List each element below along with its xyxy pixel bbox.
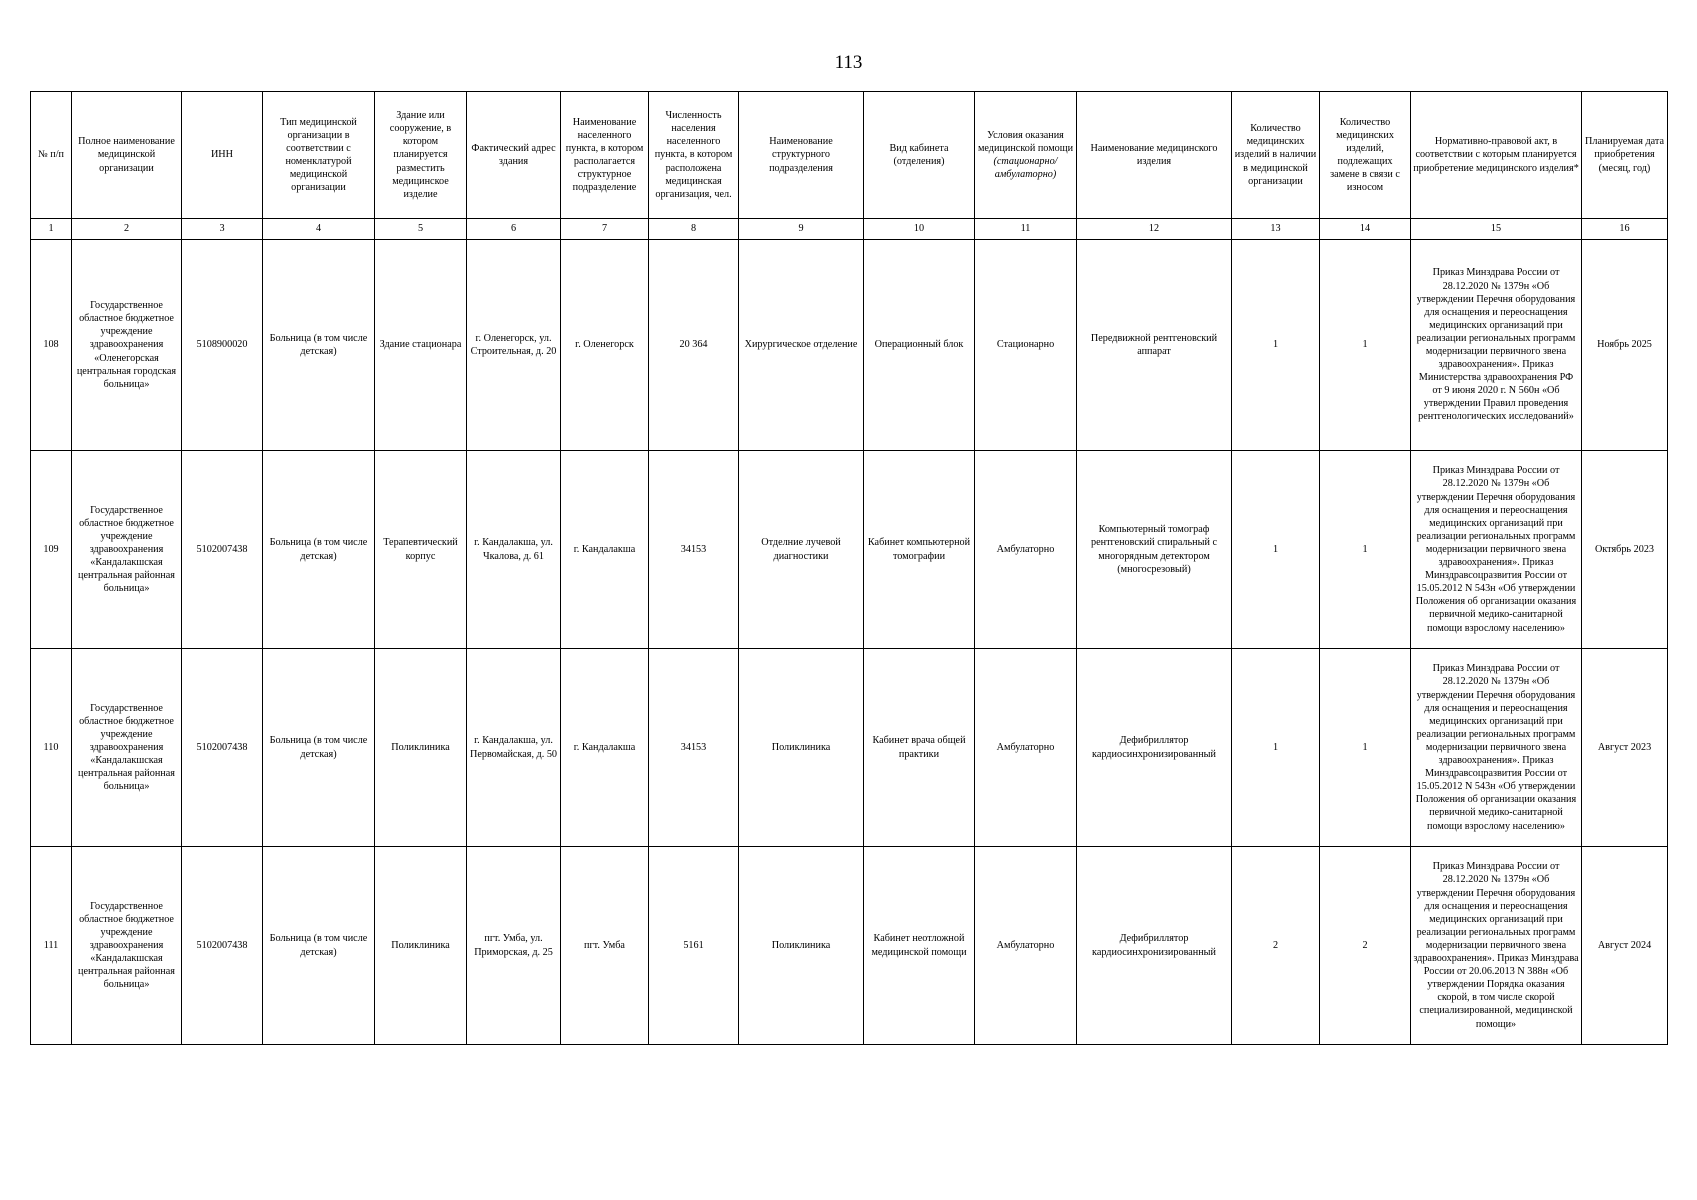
column-number: 4: [263, 219, 375, 240]
column-number: 7: [561, 219, 649, 240]
column-number: 11: [975, 219, 1077, 240]
header-cell: Вид кабинета (отделения): [864, 92, 975, 219]
cell-inn: 5102007438: [182, 451, 263, 649]
cell-type: Больница (в том числе детская): [263, 240, 375, 451]
cell-num: 109: [31, 451, 72, 649]
cell-conditions: Стационарно: [975, 240, 1077, 451]
cell-device: Дефибриллятор кардиосинхронизированный: [1077, 649, 1232, 847]
cell-qty-replace: 2: [1320, 847, 1411, 1045]
cell-unit: Отделние лучевой диагностики: [739, 451, 864, 649]
cell-cabinet: Операционный блок: [864, 240, 975, 451]
cell-legal-act: Приказ Минздрава России от 28.12.2020 № 1379н «Об утверждении Перечня оборудования для оснащения и переоснащения медицинских организаций при реализации региональных программ модернизации первичного звена здравоохранения». Приказ Минздрава России от 20.06.2013 N 388н «Об утверждении Порядка оказания скорой, в том числе скорой специализированной, медицинской помощи»: [1411, 847, 1582, 1045]
cell-locality: г. Кандалакша: [561, 451, 649, 649]
table-header-row: [31, 92, 1668, 219]
cell-qty-available: 1: [1232, 649, 1320, 847]
cell-building: Терапевтический корпус: [375, 451, 467, 649]
header-cell: Количество медицинских изделий, подлежащих замене в связи с износом: [1320, 92, 1411, 219]
cell-building: Поликлиника: [375, 649, 467, 847]
column-number: 1: [31, 219, 72, 240]
header-cell: ИНН: [182, 92, 263, 219]
header-cell: Численность населения населенного пункта, в котором расположена медицинская организация, чел.: [649, 92, 739, 219]
cell-num: 110: [31, 649, 72, 847]
header-cell: № п/п: [31, 92, 72, 219]
cell-unit: Хирургическое отделение: [739, 240, 864, 451]
column-number: 10: [864, 219, 975, 240]
cell-address: г. Кандалакша, ул. Первомайская, д. 50: [467, 649, 561, 847]
cell-legal-act: Приказ Минздрава России от 28.12.2020 № 1379н «Об утверждении Перечня оборудования для оснащения и переоснащения медицинских организаций при реализации региональных программ модернизации первичного звена здравоохранения». Приказ Министерства здравоохранения РФ от 9 июня 2020 г. N 560н «Об утверждении Правил проведения рентгенологических исследований»: [1411, 240, 1582, 451]
cell-population: 34153: [649, 451, 739, 649]
cell-conditions: Амбулаторно: [975, 649, 1077, 847]
page-number: 113: [834, 52, 863, 73]
cell-building: Здание стационара: [375, 240, 467, 451]
cell-qty-replace: 1: [1320, 451, 1411, 649]
header-cell-conditions: [975, 92, 1077, 219]
cell-date: Ноябрь 2025: [1582, 240, 1668, 451]
header-cell: Наименование населенного пункта, в котором располагается структурное подразделение: [561, 92, 649, 219]
cell-population: 5161: [649, 847, 739, 1045]
cell-inn: 5102007438: [182, 847, 263, 1045]
cell-conditions: Амбулаторно: [975, 847, 1077, 1045]
header-cell: Полное наименование медицинской организации: [72, 92, 182, 219]
cell-org: Государственное областное бюджетное учреждение здравоохранения «Кандалакшская центральная районная больница»: [72, 451, 182, 649]
column-number: 14: [1320, 219, 1411, 240]
column-number: 16: [1582, 219, 1668, 240]
cell-type: Больница (в том числе детская): [263, 649, 375, 847]
equipment-table: [30, 91, 1668, 1045]
cell-locality: пгт. Умба: [561, 847, 649, 1045]
cell-date: Август 2024: [1582, 847, 1668, 1045]
table-row: [31, 240, 1668, 451]
cell-building: Поликлиника: [375, 847, 467, 1045]
cell-org: Государственное областное бюджетное учреждение здравоохранения «Кандалакшская центральная районная больница»: [72, 847, 182, 1045]
header-cell: Здание или сооружение, в котором планируется разместить медицинское изделие: [375, 92, 467, 219]
cell-inn: 5102007438: [182, 649, 263, 847]
cell-unit: Поликлиника: [739, 649, 864, 847]
column-number: 6: [467, 219, 561, 240]
header-cell: Наименование медицинского изделия: [1077, 92, 1232, 219]
cell-qty-available: 2: [1232, 847, 1320, 1045]
cell-org: Государственное областное бюджетное учреждение здравоохранения «Оленегорская центральная городская больница»: [72, 240, 182, 451]
cell-org: Государственное областное бюджетное учреждение здравоохранения «Кандалакшская центральная районная больница»: [72, 649, 182, 847]
cell-num: 111: [31, 847, 72, 1045]
cell-type: Больница (в том числе детская): [263, 847, 375, 1045]
cell-num: 108: [31, 240, 72, 451]
column-numbers-row: [31, 219, 1668, 240]
column-number: 8: [649, 219, 739, 240]
cell-cabinet: Кабинет компьютерной томографии: [864, 451, 975, 649]
cell-address: г. Оленегорск, ул. Строительная, д. 20: [467, 240, 561, 451]
cell-inn: 5108900020: [182, 240, 263, 451]
cell-device: Компьютерный томограф рентгеновский спиральный с многорядным детектором (многосрезовый): [1077, 451, 1232, 649]
header-conditions-note: (стационарно/ амбулаторно): [993, 156, 1058, 181]
cell-address: г. Кандалакша, ул. Чкалова, д. 61: [467, 451, 561, 649]
header-cell: Тип медицинской организации в соответствии с номенклатурой медицинской организации: [263, 92, 375, 219]
column-number: 5: [375, 219, 467, 240]
cell-address: пгт. Умба, ул. Приморская, д. 25: [467, 847, 561, 1045]
header-conditions-label: Условия оказания медицинской помощи: [977, 129, 1074, 154]
column-number: 9: [739, 219, 864, 240]
cell-population: 20 364: [649, 240, 739, 451]
cell-unit: Поликлиника: [739, 847, 864, 1045]
cell-device: Дефибриллятор кардиосинхронизированный: [1077, 847, 1232, 1045]
cell-device: Передвижной рентгеновский аппарат: [1077, 240, 1232, 451]
cell-cabinet: Кабинет врача общей практики: [864, 649, 975, 847]
cell-date: Август 2023: [1582, 649, 1668, 847]
cell-date: Октябрь 2023: [1582, 451, 1668, 649]
column-number: 12: [1077, 219, 1232, 240]
cell-qty-available: 1: [1232, 240, 1320, 451]
cell-locality: г. Оленегорск: [561, 240, 649, 451]
header-cell: Нормативно-правовой акт, в соответствии с которым планируется приобретение медицинского изделия*: [1411, 92, 1582, 219]
column-number: 13: [1232, 219, 1320, 240]
column-number: 2: [72, 219, 182, 240]
cell-cabinet: Кабинет неотложной медицинской помощи: [864, 847, 975, 1045]
cell-qty-available: 1: [1232, 451, 1320, 649]
column-number: 3: [182, 219, 263, 240]
cell-qty-replace: 1: [1320, 649, 1411, 847]
cell-population: 34153: [649, 649, 739, 847]
cell-conditions: Амбулаторно: [975, 451, 1077, 649]
cell-legal-act: Приказ Минздрава России от 28.12.2020 № 1379н «Об утверждении Перечня оборудования для оснащения и переоснащения медицинских организаций при реализации региональных программ модернизации первичного звена здравоохранения». Приказ Минздравсоцразвития России от 15.05.2012 N 543н «Об утверждении Положения об организации оказания первичной медико-санитарной помощи взрослому населению»: [1411, 649, 1582, 847]
header-cell: Фактический адрес здания: [467, 92, 561, 219]
table-row: [31, 451, 1668, 649]
table-row: [31, 649, 1668, 847]
cell-legal-act: Приказ Минздрава России от 28.12.2020 № 1379н «Об утверждении Перечня оборудования для оснащения и переоснащения медицинских организаций при реализации региональных программ модернизации первичного звена здравоохранения». Приказ Минздравсоцразвития России от 15.05.2012 N 543н «Об утверждении Положения об организации оказания первичной медико-санитарной помощи взрослому населению»: [1411, 451, 1582, 649]
cell-qty-replace: 1: [1320, 240, 1411, 451]
header-cell: Количество медицинских изделий в наличии в медицинской организации: [1232, 92, 1320, 219]
cell-type: Больница (в том числе детская): [263, 451, 375, 649]
header-cell: Наименование структурного подразделения: [739, 92, 864, 219]
header-cell: Планируемая дата приобретения (месяц, год): [1582, 92, 1668, 219]
cell-locality: г. Кандалакша: [561, 649, 649, 847]
column-number: 15: [1411, 219, 1582, 240]
table-row: [31, 847, 1668, 1045]
